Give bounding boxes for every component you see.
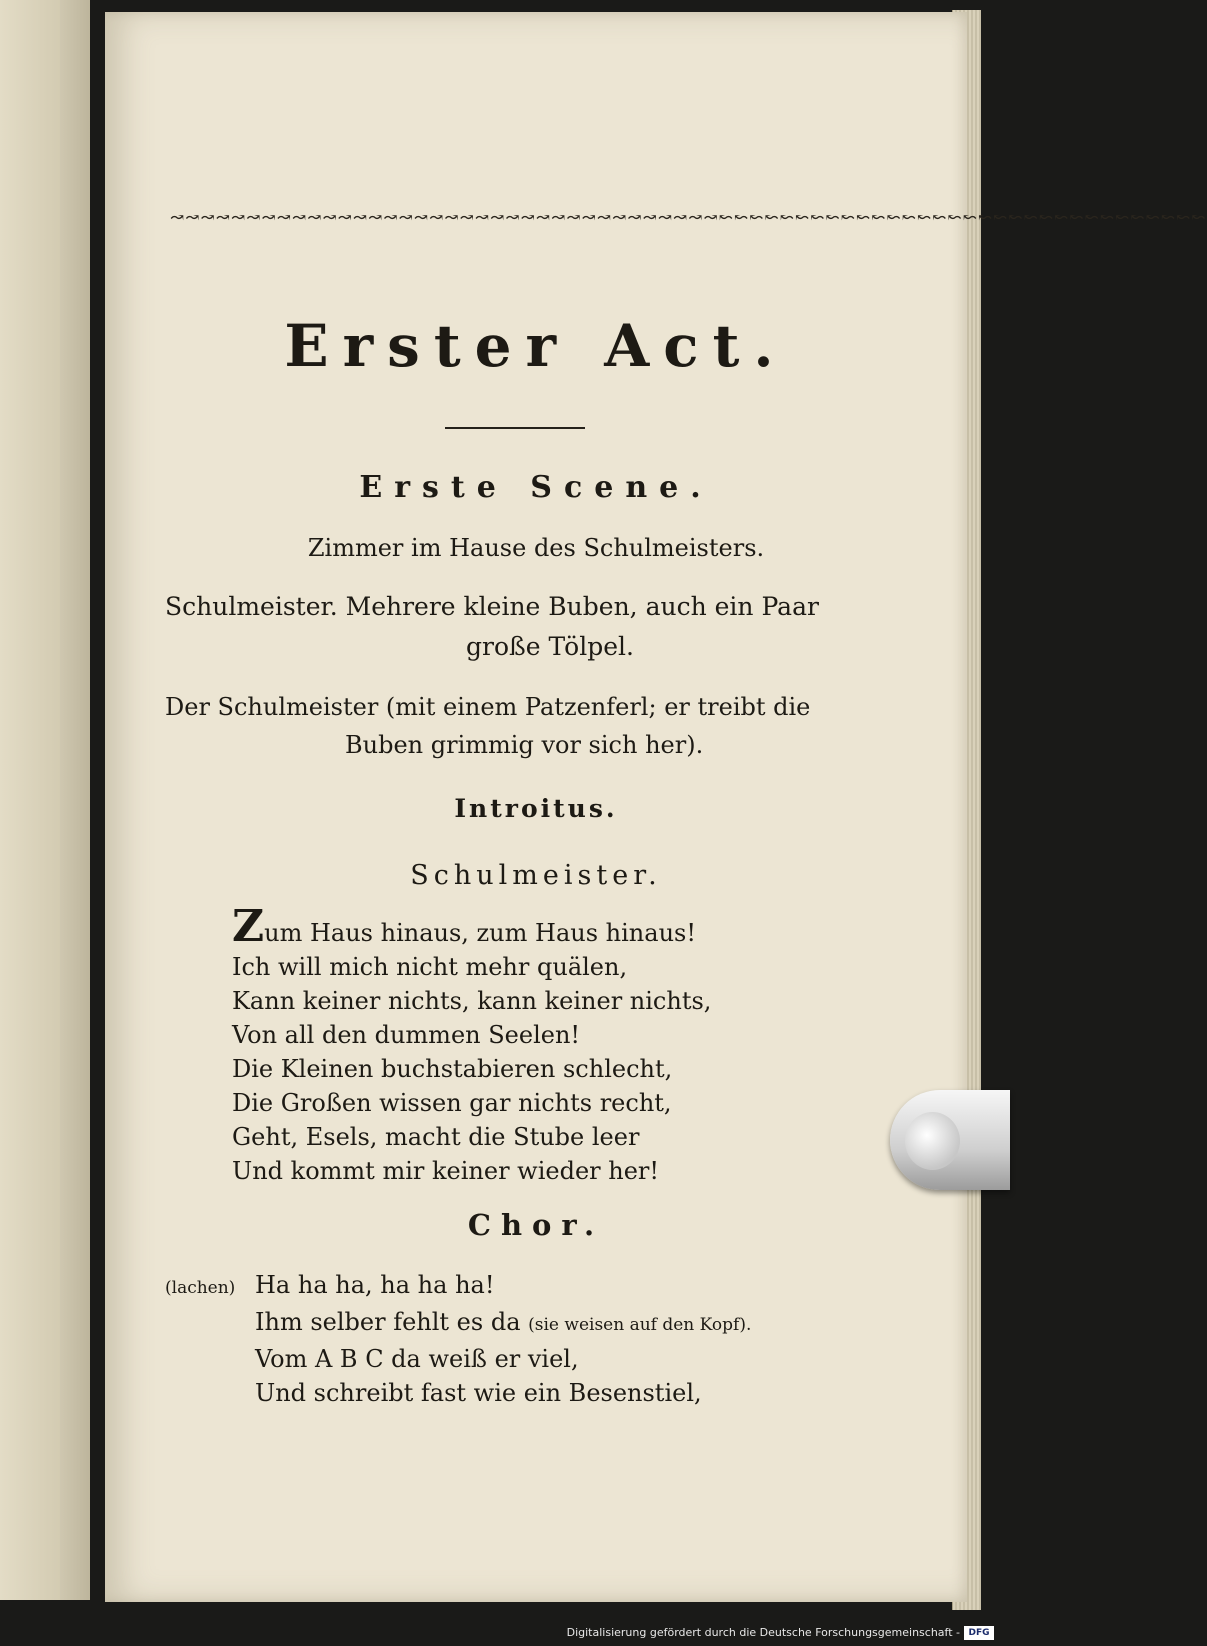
- chorus-line: [165, 1305, 925, 1342]
- chorus-line: Vom A B C da weiß er viel,: [255, 1345, 579, 1373]
- chorus-line: [165, 1268, 925, 1305]
- footer-bar: [0, 1622, 1000, 1646]
- chorus-cue: (lachen): [165, 1278, 236, 1298]
- verse-line: Von all den dummen Seelen!: [232, 1021, 581, 1049]
- verse-line: Und kommt mir keiner wieder her!: [232, 1157, 660, 1185]
- chorus-block: [165, 1268, 925, 1410]
- verse-line: [232, 901, 872, 952]
- verse-line-1-text: um Haus hinaus, zum Haus hinaus!: [264, 919, 696, 947]
- scene-title: Erste Scene.: [359, 470, 713, 505]
- verse-line: Geht, Esels, macht die Stube leer: [232, 1123, 640, 1151]
- persons-list: [165, 587, 935, 667]
- chorus-heading: Chor.: [467, 1208, 605, 1242]
- verse-line: Kann keiner nichts, kann keiner nichts,: [232, 987, 712, 1015]
- page-clip-hole: [905, 1112, 960, 1170]
- chorus-line: Und schreibt fast wie ein Besenstiel,: [255, 1379, 702, 1407]
- drop-initial: Z: [232, 901, 265, 952]
- persons-line-2: große Tölpel.: [466, 632, 634, 661]
- chorus-line-1-text: Ha ha ha, ha ha ha!: [255, 1271, 495, 1299]
- dfg-logo-icon: DFG: [964, 1626, 994, 1640]
- stage-direction-line-1: Der Schulmeister (mit einem Patzenferl; er treibt die: [165, 693, 811, 721]
- chorus-direction: (sie weisen auf den Kopf).: [528, 1315, 752, 1335]
- verse-block: [232, 901, 872, 1188]
- speaker-name: Schulmeister.: [410, 860, 662, 891]
- stage-direction: [165, 688, 935, 764]
- footer-credit: Digitalisierung gefördert durch die Deutsche Forschungsgemeinschaft -: [566, 1626, 960, 1639]
- introitus-heading: Introitus.: [454, 794, 618, 823]
- scene-setting: Zimmer im Hause des Schulmeisters.: [307, 534, 765, 562]
- chorus-line-2-text: Ihm selber fehlt es da: [255, 1308, 521, 1336]
- act-title: Erster Act.: [284, 312, 788, 380]
- title-rule: [445, 427, 585, 429]
- persons-line-1: Schulmeister. Mehrere kleine Buben, auch ein Paar: [165, 592, 819, 621]
- left-page-edge: [0, 0, 60, 1600]
- book-page: [105, 12, 1207, 1602]
- ornament-border: ↝↝↝↝↝↝↝↝↝↝↝↝↝↝↝↝↝↝↝↝↝↝↝↝↝↝↝↝↝↝↝↝↝↝↝↝↜↜↜↜↜↜↜↜↜↜↜↜↜↜↜↜↜↜↜↜↜↜↜↜↜↜↜↜↜↜↜↜: [170, 208, 1207, 228]
- stage-direction-line-2: Buben grimmig vor sich her).: [345, 731, 704, 759]
- verse-line: Ich will mich nicht mehr quälen,: [232, 953, 628, 981]
- verse-line: Die Kleinen buchstabieren schlecht,: [232, 1055, 673, 1083]
- verse-line: Die Großen wissen gar nichts recht,: [232, 1089, 672, 1117]
- page-content: [105, 12, 1207, 1602]
